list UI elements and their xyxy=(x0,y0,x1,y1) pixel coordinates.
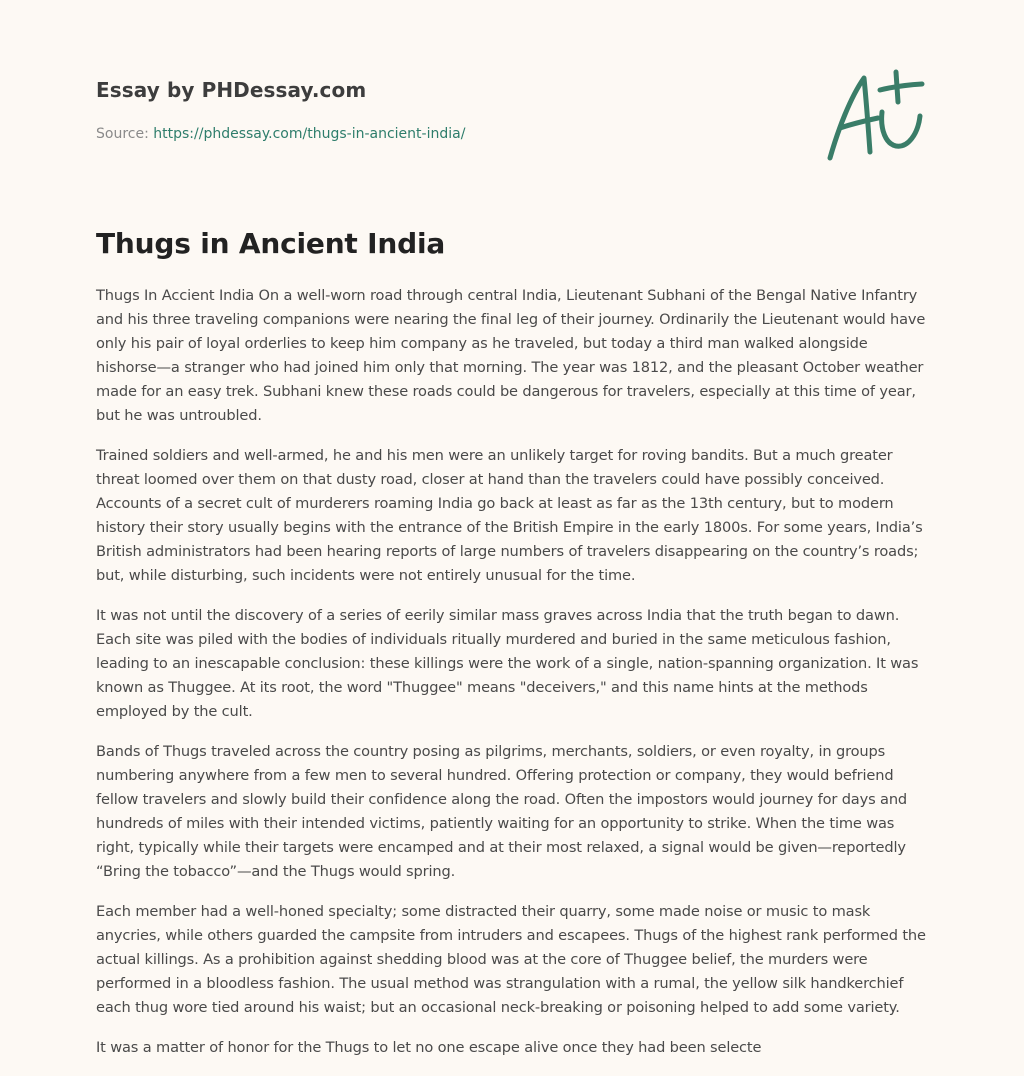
essay-paragraph: It was not until the discovery of a series of eerily similar mass graves across India that the truth began to dawn. Each site was piled with the bodies of individuals ritually murdered and buried in the same meticulous fashion, leading to an inescapable conclusion: these killings were the work of a single, nation-spanning organization. It was known as Thuggee. At its root, the word "Thuggee" means "deceivers," and this name hints at the methods employed by the cult. xyxy=(96,607,919,720)
source-line xyxy=(96,124,926,144)
source-link[interactable]: https://phdessay.com/thugs-in-ancient-india/ xyxy=(153,126,466,142)
essay-title: Thugs in Ancient India xyxy=(96,227,446,260)
essay-paragraph: Thugs In Accient India On a well-worn road through central India, Lieutenant Subhani of the Bengal Native Infantry and his three traveling companions were nearing the final leg of their journey. Ordinarily the Lieutenant would have only his pair of loyal orderlies to keep him company as he traveled, but today a third man walked alongside hishorse—a stranger who had joined him only that morning. The year was 1812, and the pleasant October weather made for an easy trek. Subhani knew these roads could be dangerous for travelers, especially at this time of year, but he was untroubled. xyxy=(96,287,926,424)
site-brand: Essay by PHDessay.com xyxy=(96,78,367,102)
essay-paragraph: Trained soldiers and well-armed, he and his men were an unlikely target for roving bandits. But a much greater threat loomed over them on that dusty road, closer at hand than the travelers could have possibly conceived. Accounts of a secret cult of murderers roaming India go back at least as far as the 13th century, but to modern history their story usually begins with the entrance of the British Empire in the early 1800s. For some years, India’s British administrators had been hearing reports of large numbers of travelers disappearing on the country’s roads; but, while disturbing, such incidents were not entirely unusual for the time. xyxy=(96,447,923,584)
source-label: Source: xyxy=(96,126,154,142)
a-plus-logo-icon xyxy=(822,68,930,164)
essay-paragraph: Each member had a well-honed specialty; some distracted their quarry, some made noise or music to mask anycries, while others guarded the campsite from intruders and escapees. Thugs of the highest rank performed the actual killings. As a prohibition against shedding blood was at the core of Thuggee belief, the murders were performed in a bloodless fashion. The usual method was strangulation with a rumal, the yellow silk handkerchief each thug wore tied around his waist; but an occasional neck-breaking or poisoning helped to add some variety. xyxy=(96,903,926,1016)
essay-paragraph: It was a matter of honor for the Thugs to let no one escape alive once they had been selecte xyxy=(96,1039,762,1056)
essay-paragraph: Bands of Thugs traveled across the country posing as pilgrims, merchants, soldiers, or even royalty, in groups numbering anywhere from a few men to several hundred. Offering protection or company, they would befriend fellow travelers and slowly build their confidence along the road. Often the impostors would journey for days and hundreds of miles with their intended victims, patiently waiting for an opportunity to strike. When the time was right, typically while their targets were encamped and at their most relaxed, a signal would be given—reportedly “Bring the tobacco”—and the Thugs would spring. xyxy=(96,743,908,880)
essay-body xyxy=(96,284,928,1076)
page-header xyxy=(96,76,926,144)
